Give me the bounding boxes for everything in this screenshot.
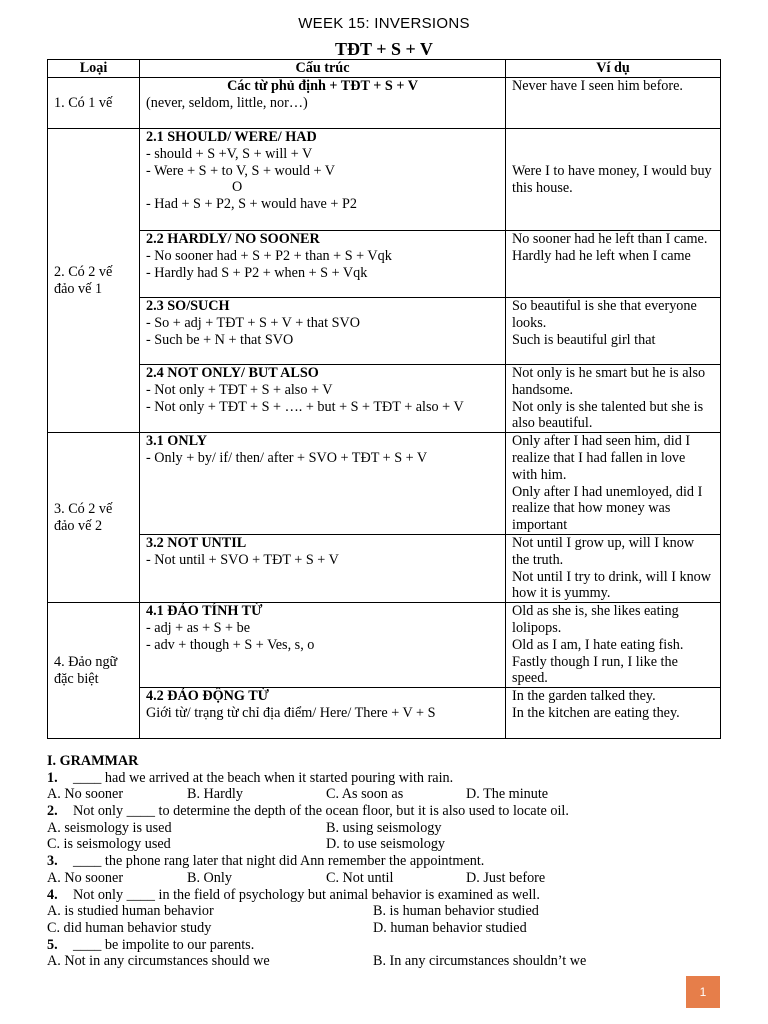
example-line: Fastly though I run, I like the speed. bbox=[512, 653, 678, 687]
page-number-badge: 1 bbox=[686, 976, 720, 1008]
grammar-section bbox=[47, 753, 727, 970]
options-row bbox=[47, 820, 727, 837]
option: B. is human behavior studied bbox=[373, 903, 539, 920]
structure-line: - adj + as + S + be bbox=[146, 619, 250, 636]
option: A. No sooner bbox=[47, 786, 124, 803]
table-row bbox=[48, 365, 721, 433]
structure-title: 4.2 ĐẢO ĐỘNG TỪ bbox=[146, 688, 269, 705]
options-row bbox=[47, 920, 727, 937]
table-row bbox=[48, 231, 721, 298]
structure-line: - Such be + N + that SVO bbox=[146, 331, 294, 348]
table-row bbox=[48, 603, 721, 688]
structure-line: - Not only + TĐT + S + also + V bbox=[146, 381, 333, 398]
example-cell bbox=[506, 78, 721, 129]
structure-cell bbox=[140, 688, 506, 739]
structure-cell bbox=[140, 231, 506, 298]
question bbox=[47, 937, 727, 954]
structure-line: - So + adj + TĐT + S + V + that SVO bbox=[146, 314, 360, 331]
question-number: 3. bbox=[47, 853, 58, 870]
header-structure: Cấu trúc bbox=[140, 60, 506, 78]
example-line: Not only is she talented but she is also beautiful. bbox=[512, 398, 704, 432]
question bbox=[47, 770, 727, 787]
example-cell bbox=[506, 365, 721, 433]
inversion-table bbox=[47, 59, 721, 739]
structure-cell bbox=[140, 78, 506, 129]
options-row bbox=[47, 836, 727, 853]
structure-title: 4.1 ĐẢO TÍNH TỪ bbox=[146, 603, 263, 620]
table-row bbox=[48, 78, 721, 129]
example-line: Such is beautiful girl that bbox=[512, 331, 656, 348]
structure-line: - Not only + TĐT + S + …. + but + S + TĐT + also + V bbox=[146, 398, 464, 415]
structure-line: - Only + by/ if/ then/ after + SVO + TĐT + S + V bbox=[146, 449, 428, 466]
option: A. Not in any circumstances should we bbox=[47, 953, 270, 970]
option: A. No sooner bbox=[47, 869, 124, 886]
section-heading: I. GRAMMAR bbox=[47, 753, 139, 769]
example-cell bbox=[506, 534, 721, 602]
question bbox=[47, 853, 727, 870]
structure-cell bbox=[140, 603, 506, 688]
option: C. is seismology used bbox=[47, 836, 171, 853]
example-line: So beautiful is she that everyone looks. bbox=[512, 298, 697, 331]
question-number: 5. bbox=[47, 936, 58, 953]
structure-cell bbox=[140, 298, 506, 365]
structure-cell bbox=[140, 129, 506, 231]
example-cell bbox=[506, 298, 721, 365]
header-type: Loại bbox=[48, 60, 140, 78]
example-cell bbox=[506, 231, 721, 298]
example-line: Old as I am, I hate eating fish. bbox=[512, 636, 684, 653]
structure-cell bbox=[140, 365, 506, 433]
question-number: 1. bbox=[47, 769, 58, 786]
structure-line: - adv + though + S + Ves, s, o bbox=[146, 636, 315, 653]
example-line: In the garden talked they. bbox=[512, 688, 656, 705]
example-line: Never have I seen him before. bbox=[512, 78, 683, 94]
options-row bbox=[47, 903, 727, 920]
options-row bbox=[47, 870, 727, 887]
structure-title: Các từ phủ định + TĐT + S + V bbox=[227, 78, 418, 94]
structure-title: 2.4 NOT ONLY/ BUT ALSO bbox=[146, 365, 319, 381]
question-text: ____ be impolite to our parents. bbox=[73, 936, 255, 953]
example-line: Only after I had seen him, did I realize that I had fallen in love with him. bbox=[512, 433, 691, 483]
table-row bbox=[48, 688, 721, 739]
option: D. The minute bbox=[466, 786, 549, 803]
options-row bbox=[47, 786, 727, 803]
question-text: Not only ____ in the field of psychology but animal behavior is examined as well. bbox=[73, 886, 540, 903]
structure-line: - No sooner had + S + P2 + than + S + Vqk bbox=[146, 247, 392, 264]
structure-title: 2.2 HARDLY/ NO SOONER bbox=[146, 231, 320, 247]
structure-line: - should + S +V, S + will + V bbox=[146, 145, 313, 162]
example-line: Only after I had unemloyed, did I realize that how money was important bbox=[512, 483, 703, 534]
option: B. Only bbox=[187, 869, 232, 886]
example-line: Not only is he smart but he is also handsome. bbox=[512, 365, 706, 398]
example-line: Not until I try to drink, will I know how it is yummy. bbox=[512, 568, 712, 602]
question-text: ____ the phone rang later that night did Ann remember the appointment. bbox=[73, 853, 485, 870]
example-line: Were I to have money, I would buy this house. bbox=[512, 162, 712, 196]
question-number: 2. bbox=[47, 803, 58, 820]
option: C. As soon as bbox=[326, 786, 404, 803]
option: B. In any circumstances shouldn’t we bbox=[373, 953, 587, 970]
table-header-row bbox=[48, 60, 721, 78]
option: C. did human behavior study bbox=[47, 919, 212, 936]
document-title: TĐT + S + V bbox=[335, 39, 433, 59]
structure-line: - Hardly had S + P2 + when + S + Vqk bbox=[146, 264, 368, 281]
example-line: Hardly had he left when I came bbox=[512, 247, 691, 264]
example-line: Not until I grow up, will I know the truth. bbox=[512, 534, 695, 568]
type-cell: 1. Có 1 vế bbox=[48, 78, 140, 129]
structure-title: 3.2 NOT UNTIL bbox=[146, 534, 247, 551]
question bbox=[47, 887, 727, 904]
option: D. Just before bbox=[466, 869, 546, 886]
type-cell: 4. Đảo ngữ đặc biệt bbox=[48, 603, 140, 739]
type-cell: 2. Có 2 vế đảo vế 1 bbox=[48, 129, 140, 433]
structure-cell bbox=[140, 534, 506, 602]
question-number: 4. bbox=[47, 886, 58, 903]
structure-cell bbox=[140, 433, 506, 535]
structure-line: - Had + S + P2, S + would have + P2 bbox=[146, 196, 357, 213]
example-cell bbox=[506, 129, 721, 231]
question bbox=[47, 803, 727, 820]
example-line: In the kitchen are eating they. bbox=[512, 704, 680, 721]
structure-line: - Not until + SVO + TĐT + S + V bbox=[146, 551, 339, 568]
structure-title: 3.1 ONLY bbox=[146, 433, 207, 450]
example-cell bbox=[506, 433, 721, 535]
option: D. to use seismology bbox=[326, 836, 446, 853]
example-cell bbox=[506, 603, 721, 688]
structure-line: (never, seldom, little, nor…) bbox=[146, 94, 308, 111]
option: A. seismology is used bbox=[47, 819, 172, 836]
example-line: No sooner had he left than I came. bbox=[512, 231, 708, 247]
option: D. human behavior studied bbox=[373, 919, 527, 936]
structure-line: - Were + S + to V, S + would + V bbox=[146, 162, 336, 179]
example-cell bbox=[506, 688, 721, 739]
option: A. is studied human behavior bbox=[47, 903, 214, 920]
structure-title: 2.3 SO/SUCH bbox=[146, 298, 230, 314]
table-row bbox=[48, 433, 721, 535]
type-cell: 3. Có 2 vế đảo vế 2 bbox=[48, 433, 140, 603]
structure-title: 2.1 SHOULD/ WERE/ HAD bbox=[146, 129, 317, 145]
structure-line: O bbox=[232, 179, 243, 196]
header-example: Ví dụ bbox=[506, 60, 721, 78]
page-header: WEEK 15: INVERSIONS bbox=[298, 15, 470, 32]
table-row bbox=[48, 298, 721, 365]
table-row bbox=[48, 129, 721, 231]
example-line: Old as she is, she likes eating lolipops. bbox=[512, 603, 679, 636]
question-text: Not only ____ to determine the depth of the ocean floor, but it is also used to locate oil. bbox=[73, 803, 569, 820]
options-row bbox=[47, 953, 727, 970]
option: B. using seismology bbox=[326, 819, 442, 836]
option: B. Hardly bbox=[187, 786, 243, 803]
table-row bbox=[48, 534, 721, 602]
question-text: ____ had we arrived at the beach when it started pouring with rain. bbox=[73, 769, 454, 786]
option: C. Not until bbox=[326, 869, 394, 886]
structure-line: Giới từ/ trạng từ chỉ địa điểm/ Here/ There + V + S bbox=[146, 704, 436, 721]
